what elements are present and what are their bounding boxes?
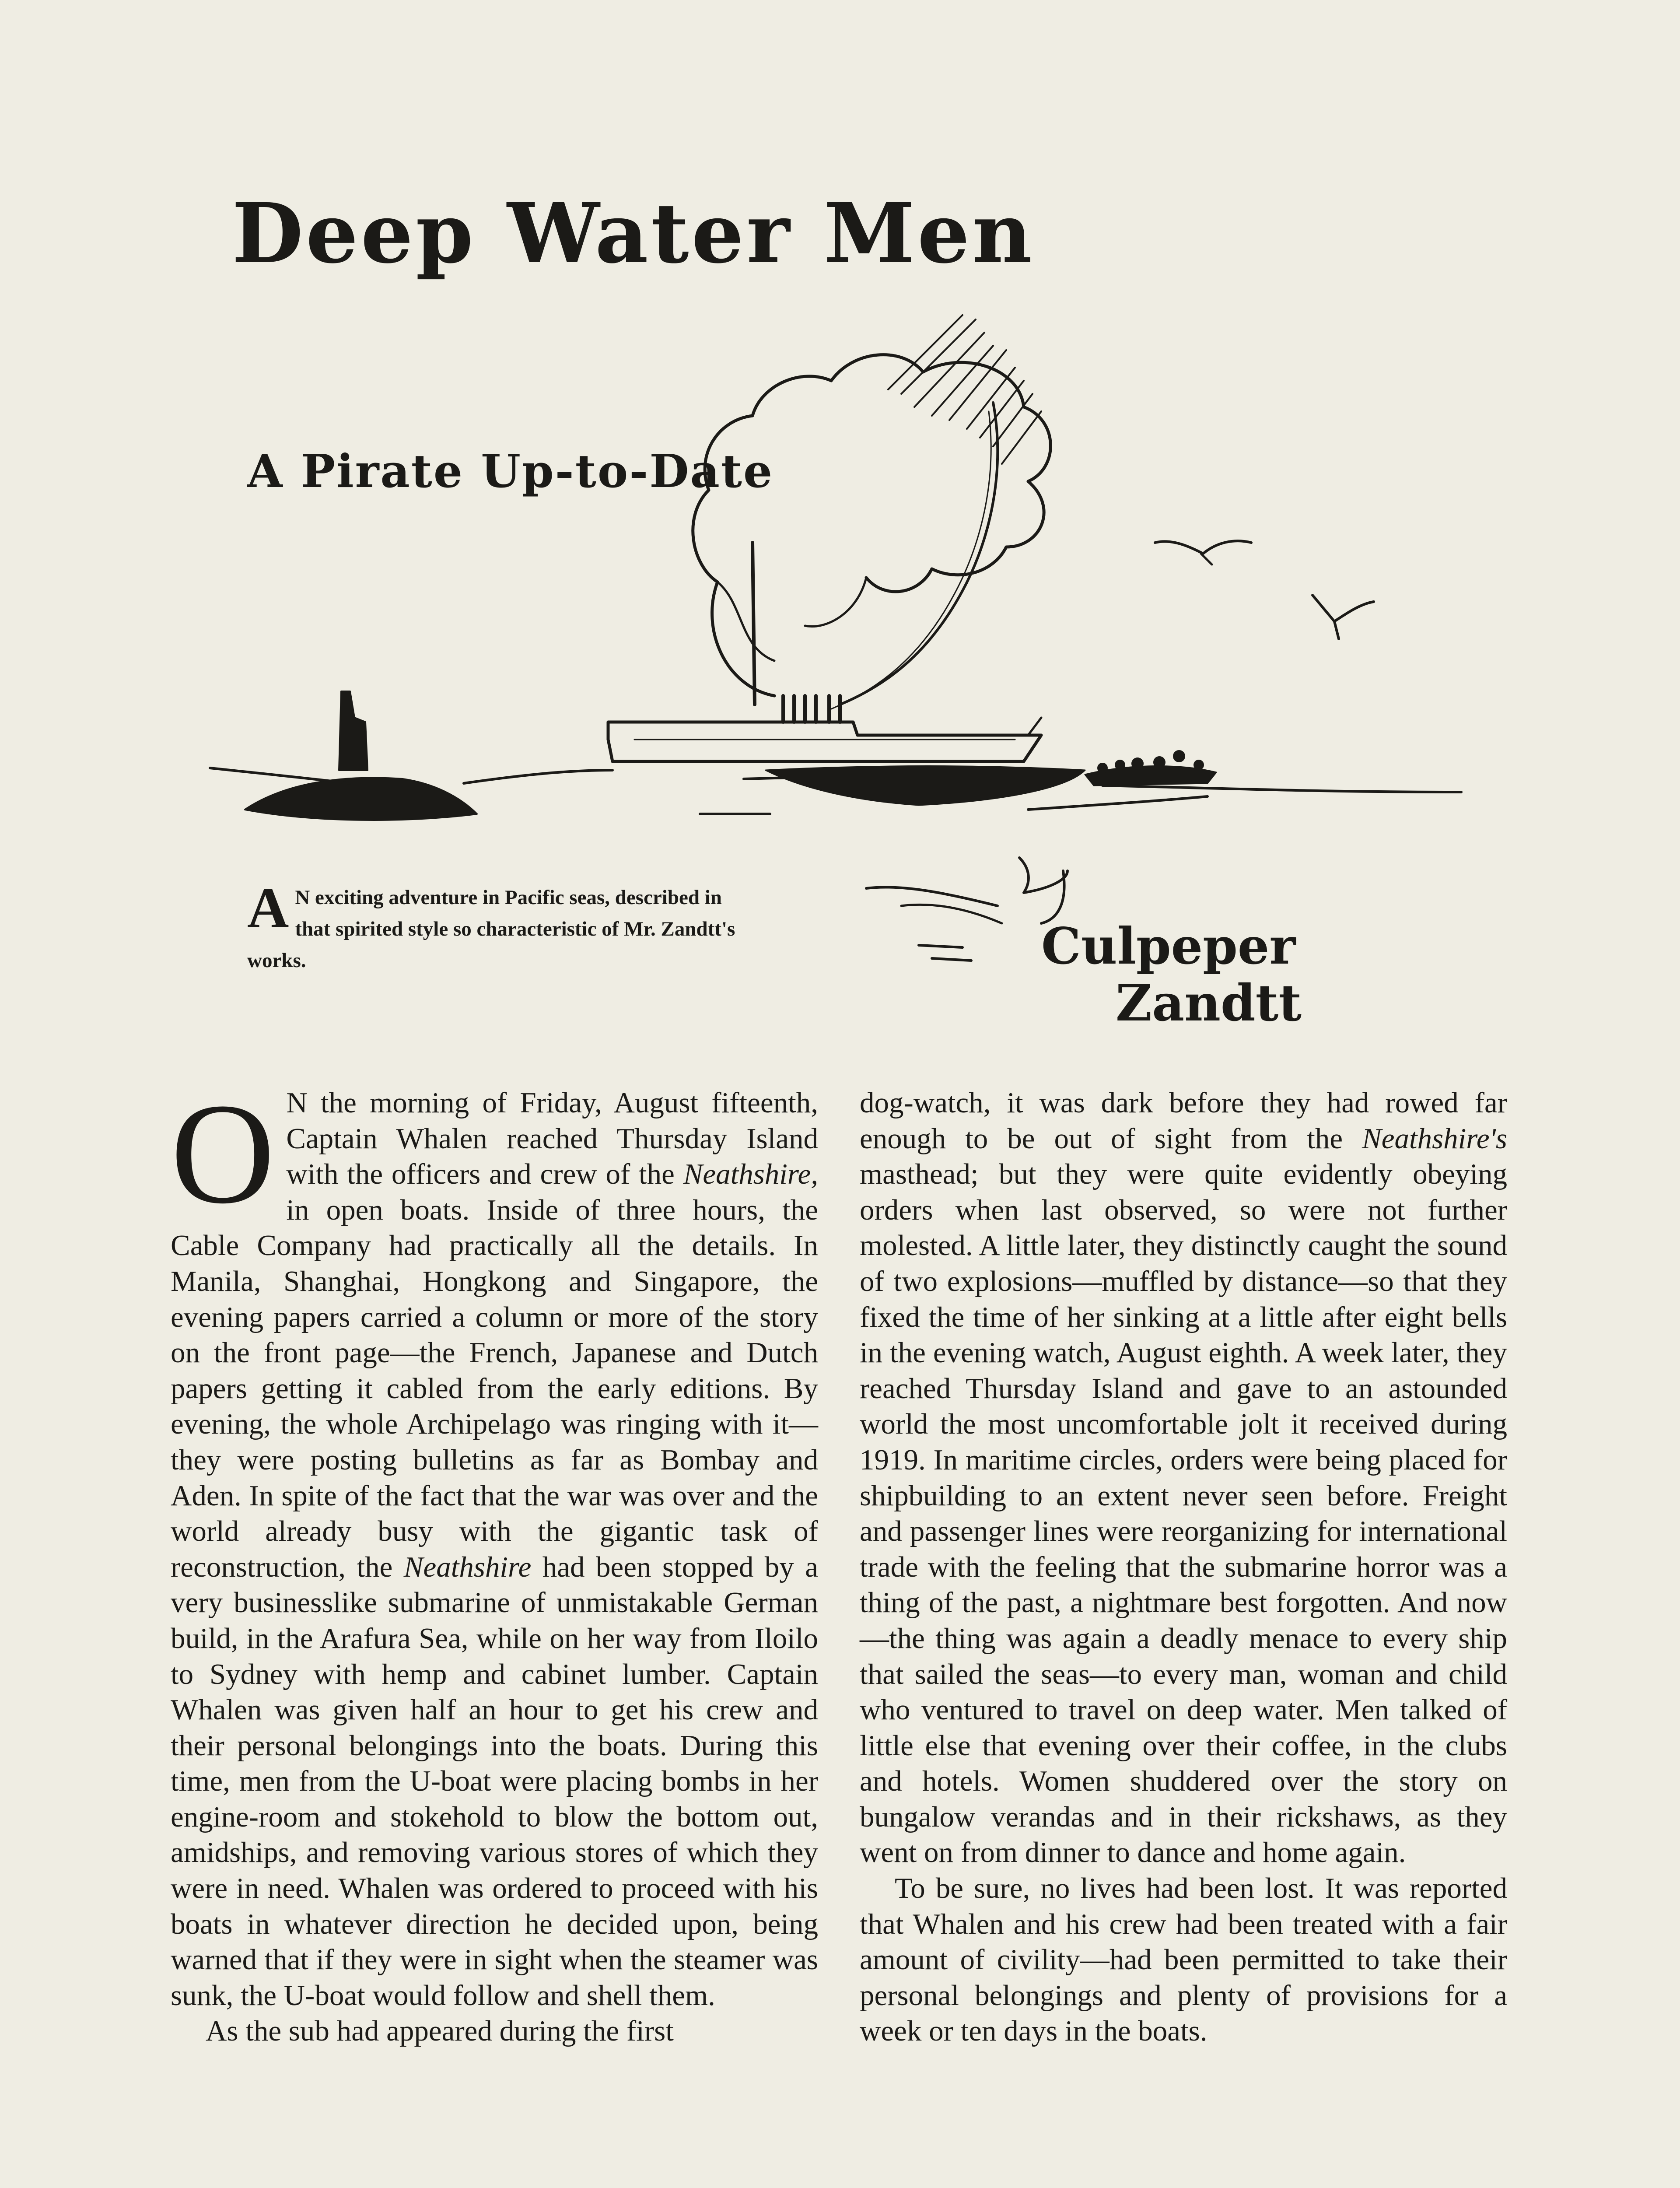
left-text-c: had been stopped by a very businesslike submarine of unmistakable German build, in the Arafura Sea, while on her way from Iloilo to Sydney with hemp and cabinet lumber. Captain Whalen was given half an hour to get his crew and their personal belongings into the boats. During this time, men from the U-boat were placing bombs in her engine-room and stokehold to blow the bottom out, amidships, and removing various stores of which they were in need. Whalen was ordered to proceed with his boats in whatever direction he decided upon, being warned that if they were in sight when the steamer was sunk, the U-boat would follow and shell them. — [171, 1550, 818, 2012]
left-paragraph-1 — [171, 1074, 818, 2013]
left-column — [171, 1074, 818, 2049]
seagull-right — [1312, 595, 1374, 639]
ship-shadow — [766, 766, 1085, 805]
right-paragraph-2: To be sure, no lives had been lost. It was reported that Whalen and his crew had been treated with a fair amount of civility—had been permitted to take their personal belongings and plenty of provisions for a week or ten days in the boats. — [860, 1872, 1507, 2048]
byline-author-first: Culpeper — [1041, 917, 1296, 975]
smoke-trail — [840, 403, 998, 705]
left-text-a: N the morning of Friday, August fifteenth, Captain Whalen reached Thursday Island with the officers and crew of the — [286, 1087, 818, 1191]
ship-name: Neathshire's — [1362, 1122, 1507, 1155]
right-column — [860, 1085, 1507, 2049]
intro-dropcap: A — [247, 876, 289, 940]
article-subtitle: A Pirate Up-to-Date — [247, 444, 774, 498]
right-text-a: dog-watch, it was dark before they had rowed far enough to be out of sight from the — [860, 1087, 1507, 1155]
smoke-cloud — [693, 355, 1051, 696]
right-text-b: masthead; but they were quite evidently obeying orders when last observed, so were not further molested. A little later, they distinctly caught the sound of two explosions—muffled by distance—so that they fixed the time of her sinking at a little after eight bells in the evening watch, August eighth. A week later, they reached Thursday Island and gave to an astounded world the most uncomfortable jolt it received during 1919. In maritime circles, orders were being placed for shipbuilding to an extent never seen before. Freight and passenger lines were reorganizing for international trade with the feeling that the submarine horror was a thing of the past, a nightmare best forgotten. And now—the thing was again a deadly menace to every ship that sailed the seas—to every man, woman and child who ventured to travel on deep water. Men talked of little else that evening over their coffee, in the clubs and hotels. Women shuddered over the story on bungalow verandas and in their rickshaws, as they went on from dinner to dance and home again. — [860, 1158, 1507, 1869]
byline-author-last: Zandtt — [1116, 974, 1302, 1032]
article-intro — [247, 876, 737, 976]
left-text-b: in open boats. Inside of three hours, the Cable Company had practically all the details. In Manila, Shanghai, Hongkong and Singapore, the evening papers carried a column or more of the story on the front page—the French, Japanese and Dutch papers getting it cabled from the early editions. By evening, the whole Archipelago was ringing with it—they were posting bulletins as far as Bombay and Aden. In spite of the fact that the war was over and the world already busy with the gigantic task of reconstruction, the — [171, 1193, 818, 1583]
ship-name: Neathshire, — [683, 1158, 818, 1191]
left-paragraph-2: As the sub had appeared during the first — [206, 2015, 674, 2048]
article-title: Deep Water Men — [232, 185, 1035, 282]
intro-text: N exciting adventure in Pacific seas, described in that spirited style so characteristic of Mr. Zandtt's works. — [247, 886, 735, 972]
body-dropcap: O — [171, 1074, 275, 1234]
seagull-left — [1155, 541, 1251, 554]
submarine-tower — [339, 691, 368, 770]
right-paragraph-1 — [860, 1085, 1507, 1871]
submarine-hull — [245, 778, 477, 820]
ship-mast — [752, 543, 755, 705]
ship-name: Neathshire — [403, 1550, 532, 1583]
ship-hull — [608, 722, 1041, 761]
